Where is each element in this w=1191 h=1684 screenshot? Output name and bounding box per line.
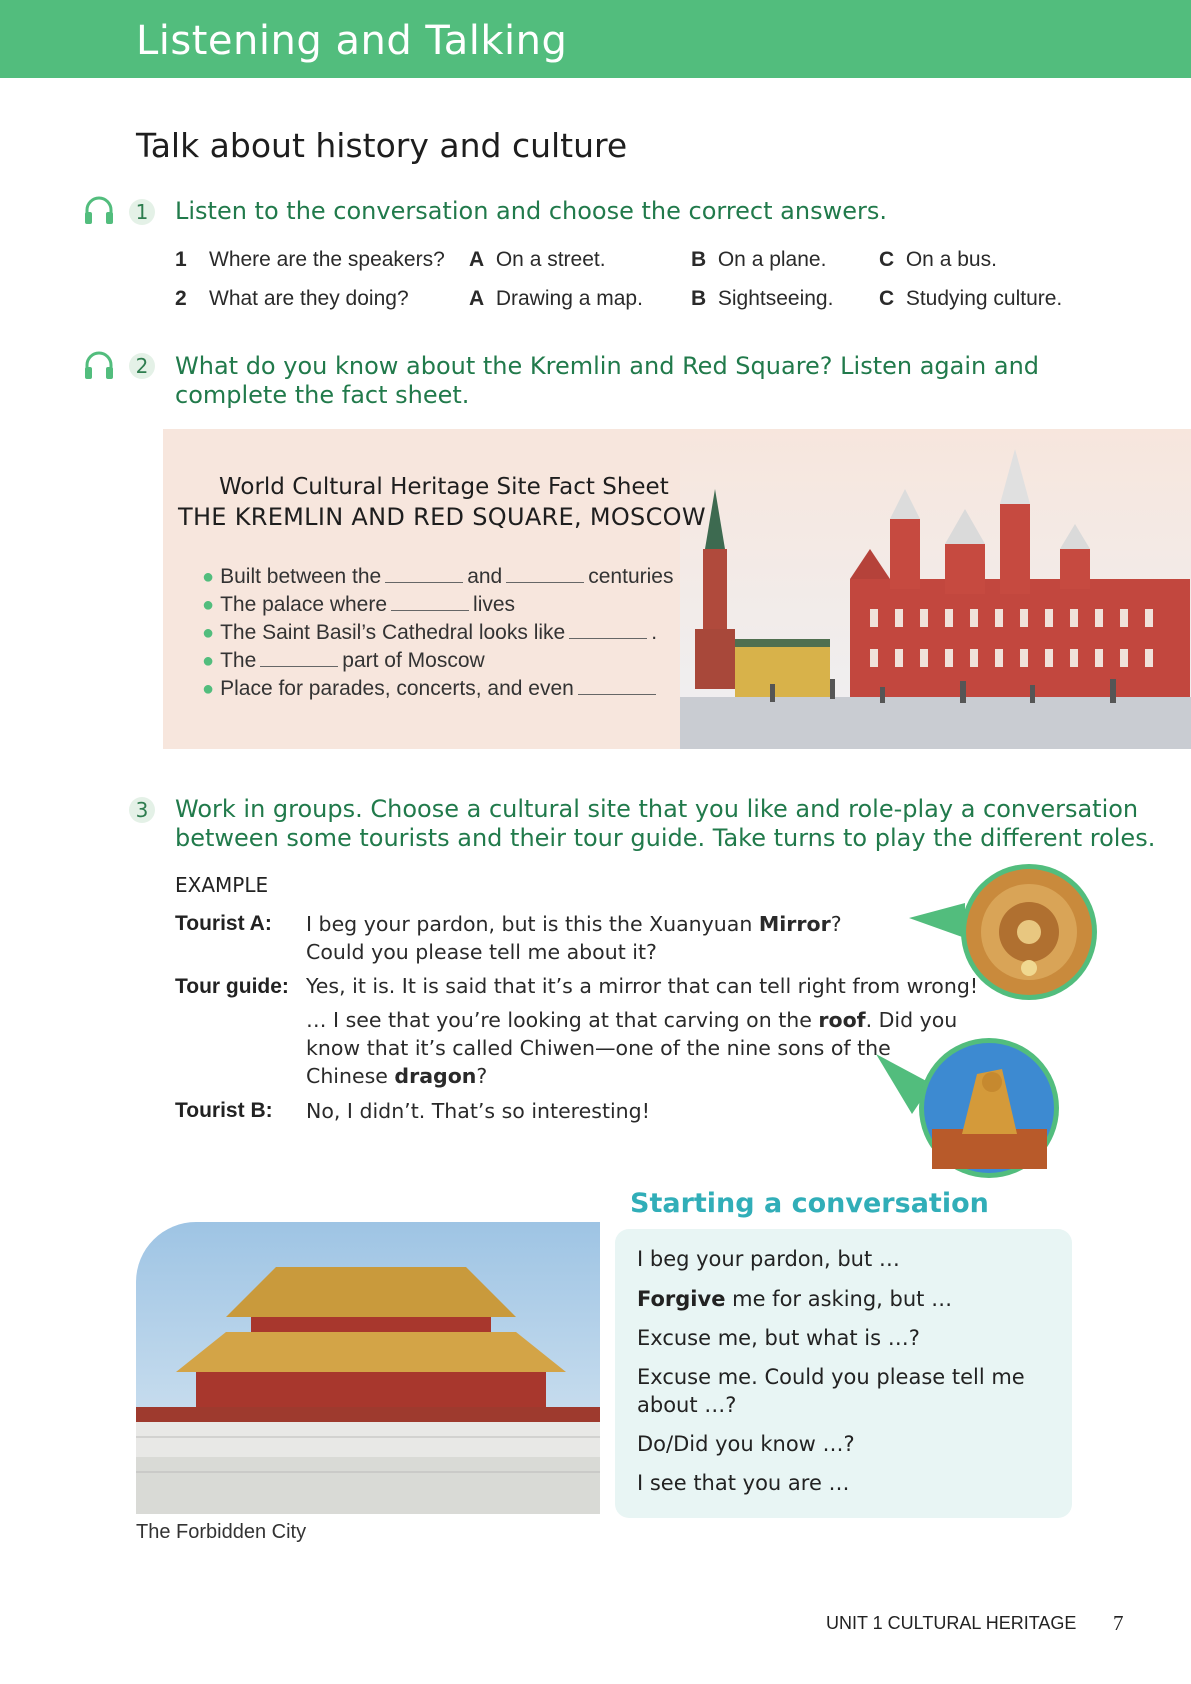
mirror-ceiling-photo <box>905 858 1101 1008</box>
fact-sheet-heading: World Cultural Heritage Site Fact Sheet <box>219 474 669 500</box>
tourist-a-line1: I beg your pardon, but is this the Xuanyuan Mirror? <box>306 912 842 936</box>
fact-item: ● Place for parades, concerts, and even <box>202 677 660 701</box>
tour-guide-line2: … I see that you’re looking at that carving on the roof. Did you <box>306 1008 958 1032</box>
section-title: Talk about history and culture <box>136 126 628 165</box>
task-number-3: 3 <box>129 797 155 823</box>
speaker-tour-guide: Tour guide: <box>175 975 289 998</box>
option-letter: B <box>691 287 707 310</box>
phrase: Excuse me. Could you please tell me <box>637 1365 1025 1389</box>
option-b[interactable] <box>691 287 833 311</box>
option-letter: A <box>469 248 485 271</box>
fact-item: ● The Saint Basil’s Cathedral looks like . <box>202 621 658 644</box>
option-letter: C <box>879 287 895 310</box>
photo-caption: The Forbidden City <box>136 1521 307 1543</box>
option-b[interactable] <box>691 248 826 272</box>
fact-item: ● The part of Moscow <box>202 649 485 672</box>
tourist-b-line1: No, I didn’t. That’s so interesting! <box>306 1099 650 1123</box>
option-letter: C <box>879 248 895 271</box>
bullet-icon: ● <box>202 650 215 672</box>
option-text: On a bus. <box>905 248 997 271</box>
phrase: I see that you are … <box>637 1471 850 1495</box>
option-text: Drawing a map. <box>495 287 643 310</box>
option-letter: A <box>469 287 485 310</box>
question-row <box>175 248 187 272</box>
phrase: I beg your pardon, but … <box>637 1247 900 1271</box>
question-number: 1 <box>175 248 187 271</box>
tour-guide-line1: Yes, it is. It is said that it’s a mirror that can tell right from wrong! <box>306 974 979 998</box>
bullet-icon: ● <box>202 566 215 588</box>
fact-item: ● The palace where lives <box>202 593 516 616</box>
blank-field[interactable] <box>260 650 338 667</box>
footer-unit: UNIT 1 CULTURAL HERITAGE <box>826 1613 1077 1633</box>
tourist-a-line2: Could you please tell me about it? <box>306 940 657 964</box>
headphones-icon[interactable] <box>82 193 116 227</box>
task3-instruction-line1: Work in groups. Choose a cultural site that you like and role-play a conversation <box>175 795 1139 823</box>
option-a[interactable] <box>469 287 643 311</box>
question-row <box>175 287 187 311</box>
blank-field[interactable] <box>385 566 463 583</box>
option-text: Sightseeing. <box>717 287 834 310</box>
bullet-icon: ● <box>202 622 215 644</box>
phrase: about …? <box>637 1393 737 1417</box>
option-text: Studying culture. <box>905 287 1063 310</box>
phrase: Forgive me for asking, but … <box>637 1287 953 1311</box>
fact-sheet-subheading: THE KREMLIN AND RED SQUARE, MOSCOW <box>178 503 706 531</box>
forbidden-city-photo <box>136 1222 600 1514</box>
speaker-tourist-b: Tourist B: <box>175 1099 273 1122</box>
option-text: On a plane. <box>717 248 827 271</box>
phrase: Do/Did you know …? <box>637 1432 855 1456</box>
blank-field[interactable] <box>391 594 469 611</box>
task2-instruction-line1: What do you know about the Kremlin and Red Square? Listen again and <box>175 352 1040 380</box>
question-text: Where are the speakers? <box>209 248 445 271</box>
question-text: What are they doing? <box>209 287 409 310</box>
phrase: Excuse me, but what is …? <box>637 1326 920 1350</box>
question-number: 2 <box>175 287 187 310</box>
blank-field[interactable] <box>506 566 584 583</box>
headphones-icon[interactable] <box>82 348 116 382</box>
conversation-title: Starting a conversation <box>630 1188 989 1219</box>
bullet-icon: ● <box>202 594 215 616</box>
fact-item: ● Built between the and centuries <box>202 565 674 588</box>
bullet-icon: ● <box>202 678 215 700</box>
option-c[interactable] <box>879 287 1062 311</box>
blank-field[interactable] <box>569 622 647 639</box>
header-title: Listening and Talking <box>136 18 568 64</box>
blank-field[interactable] <box>578 678 656 695</box>
chiwen-roof-photo <box>872 1034 1062 1182</box>
task1-instruction: Listen to the conversation and choose the correct answers. <box>175 197 887 225</box>
task2-instruction-line2: complete the fact sheet. <box>175 381 470 409</box>
speaker-tourist-a: Tourist A: <box>175 912 272 935</box>
kremlin-red-square-photo <box>680 429 1191 749</box>
page-number: 7 <box>1113 1611 1124 1635</box>
option-a[interactable] <box>469 248 606 272</box>
tour-guide-line3: know that it’s called Chiwen—one of the nine sons of the <box>306 1036 891 1060</box>
option-text: On a street. <box>495 248 606 271</box>
task-number-2: 2 <box>129 353 155 379</box>
example-label: EXAMPLE <box>175 873 269 897</box>
option-letter: B <box>691 248 707 271</box>
option-c[interactable] <box>879 248 997 272</box>
task3-instruction-line2: between some tourists and their tour guide. Take turns to play the different roles. <box>175 824 1156 852</box>
tour-guide-line4: Chinese dragon? <box>306 1064 488 1088</box>
task-number-1: 1 <box>129 199 155 225</box>
